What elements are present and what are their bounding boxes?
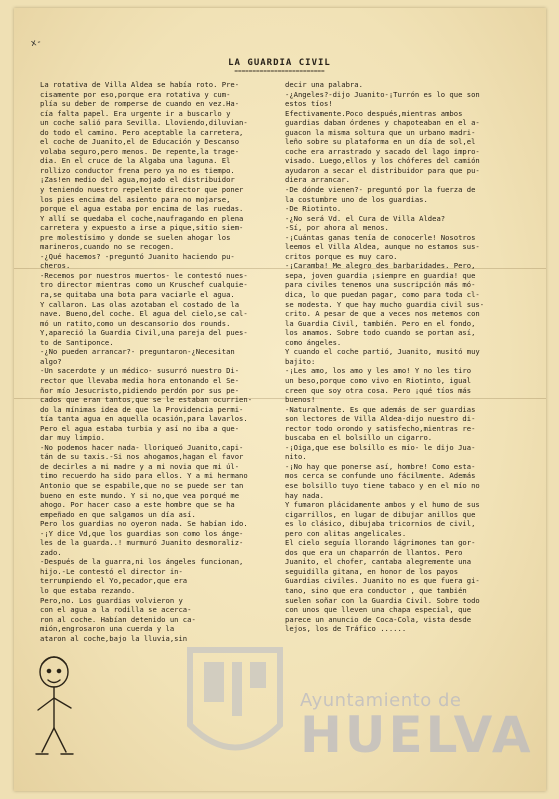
text-line: -Después de la guarra,ni los ángeles funcionan,	[40, 557, 244, 567]
text-line: ataron al coche,bajo la lluvia,sin	[40, 633, 188, 643]
article-header	[0, 58, 559, 75]
text-line: porque el agua estaba por encima de las ruedas.	[40, 204, 244, 214]
watermark-text-line2: HUELVA	[300, 706, 534, 764]
text-line: dar muy limpio.	[40, 433, 105, 443]
text-line: son lectores de Villa Aldea-dijo nuestro di-	[285, 414, 476, 424]
text-line: para civiles tenemos una suscripción más mó-	[285, 280, 476, 290]
text-line: dica, lo que puedan pagar, como para toda cl-	[285, 290, 480, 300]
article-title: LA GUARDIA CIVIL	[228, 58, 331, 68]
text-line: mión,engrosaron una cuerda y la	[40, 624, 175, 634]
text-line: -¡Les amo, los amo y les amo! Y no les tiro	[285, 366, 472, 376]
text-line: seguidilla gitana, en honor de los payos	[285, 566, 459, 576]
text-line: ra,se quitaba una bota para vaciarle el agua.	[40, 290, 235, 300]
text-line: nito.	[285, 452, 307, 462]
text-line: la Guardia Civil, también. Pero en el fondo,	[285, 318, 476, 328]
text-line: ¡Zas!en medio del agua,mojado el distribuidor	[40, 175, 235, 185]
text-line: -Sí, por ahora al menos.	[285, 223, 389, 233]
text-line: ese bolsillo tuyo tiene tabaco y en el mío no	[285, 480, 480, 490]
text-line: cía falta papel. Era urgente ir a buscarlo y	[40, 108, 231, 118]
text-line: tro director mientras como un Kruschef cualquie-	[40, 280, 248, 290]
text-line: como ángeles.	[285, 337, 342, 347]
text-line: do la mínimas idea de que la Providencia permi-	[40, 404, 244, 414]
text-line: tán de su taxis.-Si nos ahogamos,hagan el favor	[40, 452, 244, 462]
text-line: -Naturalmente. Es que además de ser guardias	[285, 404, 476, 414]
text-line: cisamente por eso,porque era rotativa y cum-	[40, 89, 231, 99]
text-line: bueno en este mundo. Y si no,que vea porqué me	[40, 490, 240, 500]
text-line: de decirles a mi madre y a mi novia que mi úl-	[40, 461, 240, 471]
text-line: ñor mío Jesucristo,pidiendo perdón por sus pe-	[40, 385, 240, 395]
text-line: con unos que lleven una chapa especial, que	[285, 605, 472, 615]
text-line: decir una palabra.	[285, 80, 363, 89]
text-line: la costumbre uno de los guardias.	[285, 194, 428, 204]
text-line: -Recemos por nuestros muertos- le contestó nues-	[40, 270, 248, 280]
text-line: Pero el agua estaba turbia y así no iba a que-	[40, 423, 240, 433]
text-line: buscaba en el bolsillo un cigarro.	[285, 433, 433, 443]
text-line: ayudaron a secar el distribuidor para que pu-	[285, 165, 480, 175]
text-line: do todo el camino. Pero aceptable la carretera,	[40, 127, 244, 137]
text-line: Y,apareció la Guardia Civil,una pareja del pues-	[40, 328, 248, 338]
text-line: cheros.	[40, 261, 71, 271]
text-line: hijo.-Le contestó el director in-	[40, 566, 183, 576]
text-line: hay nada.	[285, 490, 324, 500]
text-line: lejos, los de Tráfico ......	[285, 624, 407, 634]
text-line: cigarrillos, en lugar de dibujar anillos que	[285, 509, 476, 519]
text-line: rector que llevaba media hora entonando el Se-	[40, 375, 240, 385]
text-line: -¿No pueden arrancar?- preguntaron-¿Necesitan	[40, 347, 235, 357]
text-line: suelen soñar con la Guardia Civil. Sobre todo	[285, 595, 480, 605]
text-line: estos tíos!	[285, 99, 333, 109]
text-line: pre molestísimo y donde se suelen ahogar los	[40, 232, 231, 242]
text-line: creen que soy otra cosa. Pero ¡qué tíos más	[285, 385, 472, 395]
text-line: -¡Caramba! Me alegro des barbaridades. Pero,	[285, 261, 476, 271]
text-line: parece un anuncio de Coca-Cola, vista desde	[285, 614, 472, 624]
text-line: se modesta. Y que hay mucho guardia civil sus-	[285, 299, 485, 309]
text-line: critos porque es muy caro.	[285, 251, 398, 261]
text-line: un coche salió para Sevilla. Lloviendo,diluvian-	[40, 118, 248, 128]
text-line: -¿No será Vd. el Cura de Villa Aldea?	[285, 213, 446, 223]
text-line: -¿Angeles?-dijo Juanito-¡Turrón es lo que son	[285, 89, 480, 99]
text-line: Y cuando el coche partió, Juanito, musitó muy	[285, 347, 480, 357]
text-line: Pero los guardias no oyeron nada. Se habían ido.	[40, 519, 248, 529]
text-line: sepa, joven guardia ¡siempre en guardia! que	[285, 270, 476, 280]
text-line: La rotativa de Villa Aldea se había roto. Pre-	[40, 80, 240, 89]
text-line: rector todo orondo y satisfecho,mientras re-	[285, 423, 476, 433]
title-underline: =========================	[234, 68, 325, 75]
text-line: buenos!	[285, 395, 316, 405]
text-line: un beso,porque como vivo en Riotinto, igual	[285, 375, 472, 385]
text-line: -No podemos hacer nada- lloriqueó Juanito,capi-	[40, 442, 244, 452]
text-line: ron al coche. Habían detenido un ca-	[40, 614, 196, 624]
left-column	[40, 80, 280, 643]
text-line: visado. Luego,ellos y los chóferes del camión	[285, 156, 480, 166]
text-line: mó un ratito,como un descansorio dos rounds.	[40, 318, 231, 328]
text-line: los pies encima del asiento para no mojarse,	[40, 194, 231, 204]
text-line: empeñado en que salgamos un día así.	[40, 509, 196, 519]
text-line: y teniendo nuestro repelente director que poner	[40, 185, 244, 195]
right-column	[285, 80, 531, 634]
text-line: cados que eran tantos,que se le estaban ocurrien-	[40, 395, 253, 405]
text-line: -De Riotinto.	[285, 204, 342, 214]
text-line: Y allí se quedaba el coche,naufragando en plena	[40, 213, 244, 223]
text-line: nave. Bueno,del coche. El agua del cielo,se cal-	[40, 309, 248, 319]
text-line: volaba seguro,pero menos. De repente,la trage-	[40, 146, 240, 156]
text-line: ahogo. Por hacer caso a este hombre que se ha	[40, 500, 235, 510]
text-line: bajito:	[285, 356, 316, 366]
watermark-text-line1: Ayuntamiento de	[300, 690, 462, 711]
text-line: pero con alitas angelicales.	[285, 528, 407, 538]
pencil-mark: x-	[30, 36, 43, 50]
cartoon-figure-icon	[24, 650, 84, 762]
text-line: -¿Qué hacemos? -preguntó Juanito haciendo pu-	[40, 251, 235, 261]
text-line: Juanito, el chofer, cantaba alegremente una	[285, 557, 472, 567]
text-line: -¡Cuántas ganas tenía de conocerle! Nosotros	[285, 232, 476, 242]
text-line: lo que estaba rezando.	[40, 585, 136, 595]
text-line: terrumpiendo el Yo,pecador,que era	[40, 576, 188, 586]
text-line: el coche de Juanito,el de Educación y Descanso	[40, 137, 240, 147]
text-line: -Un sacerdote y un médico- susurró nuestro Di-	[40, 366, 240, 376]
text-line: algo?	[40, 356, 62, 366]
text-line: crito. A pesar de que a veces nos metemos con	[285, 309, 480, 319]
text-line: leemos el Villa Aldea, aunque no estamos sus-	[285, 242, 480, 252]
text-line: tano, sino que era conductor , que también	[285, 585, 467, 595]
text-line: marineros,cuando no se recogen.	[40, 242, 175, 252]
text-line: dia. En el cruce de la Algaba una laguna. El	[40, 156, 231, 166]
text-line: El cielo seguía llorando lágrimones tan gor-	[285, 538, 476, 548]
text-line: leño sobre su plataforma en un día de sol,el	[285, 137, 476, 147]
text-line: es lo clásico, dibujaba tricornios de civil,	[285, 519, 476, 529]
text-line: con el agua a la rodilla se acerca-	[40, 605, 192, 615]
text-line: -De dónde vienen?- preguntó por la fuerza de	[285, 185, 476, 195]
text-line: to de Santiponce.	[40, 337, 114, 347]
text-line: rollizo conductor frena pero ya no es tiempo.	[40, 165, 235, 175]
text-line: timo recuerdo ha sido para ellos. Y a mi hermano	[40, 471, 248, 481]
text-line: Y callaron. Las olas azotaban el costado de la	[40, 299, 240, 309]
text-line: zado.	[40, 547, 62, 557]
text-line: -¡No hay que ponerse así, hombre! Como esta-	[285, 461, 476, 471]
text-line: guacon la misma soltura que un urbano madri-	[285, 127, 476, 137]
text-line: tía tanta agua en aquella ocasión,para lavarlos.	[40, 414, 248, 424]
text-line: les de la guarda..! murmuró Juanito desmoraliz-	[40, 538, 244, 548]
text-line: coche era arrastrado y sacado del lago impro-	[285, 146, 480, 156]
text-line: Y fumaron plácidamente ambos y el humo de sus	[285, 500, 480, 510]
text-line: los amamos. Sobre todo cuando se portan así,	[285, 328, 476, 338]
text-line: -¡Oiga,que ese bolsillo es mío- le dijo Jua-	[285, 442, 476, 452]
text-line: dos que era un chaparrón de llantos. Pero	[285, 547, 463, 557]
text-line: guardias daban órdenes y chapoteaban en el a-	[285, 118, 480, 128]
text-line: diera arrancar.	[285, 175, 350, 185]
text-line: mos cerca se confunde uno fácilmente. Además	[285, 471, 476, 481]
text-line: carretera y expuesto a irse a pique,sitio siem-	[40, 223, 244, 233]
text-line: Guardias civiles. Juanito no es que fuera gi-	[285, 576, 480, 586]
text-line: Antonio que se espabile,que no se puede ser tan	[40, 480, 244, 490]
text-line: Efectivamente.Poco después,mientras ambos	[285, 108, 463, 118]
text-line: Pero,no. Los guardias volvieron y	[40, 595, 183, 605]
text-line: plía su deber de romperse de cuando en vez.Ha-	[40, 99, 240, 109]
text-line: -¡Y dice Vd,que los guardias son como los ánge-	[40, 528, 244, 538]
